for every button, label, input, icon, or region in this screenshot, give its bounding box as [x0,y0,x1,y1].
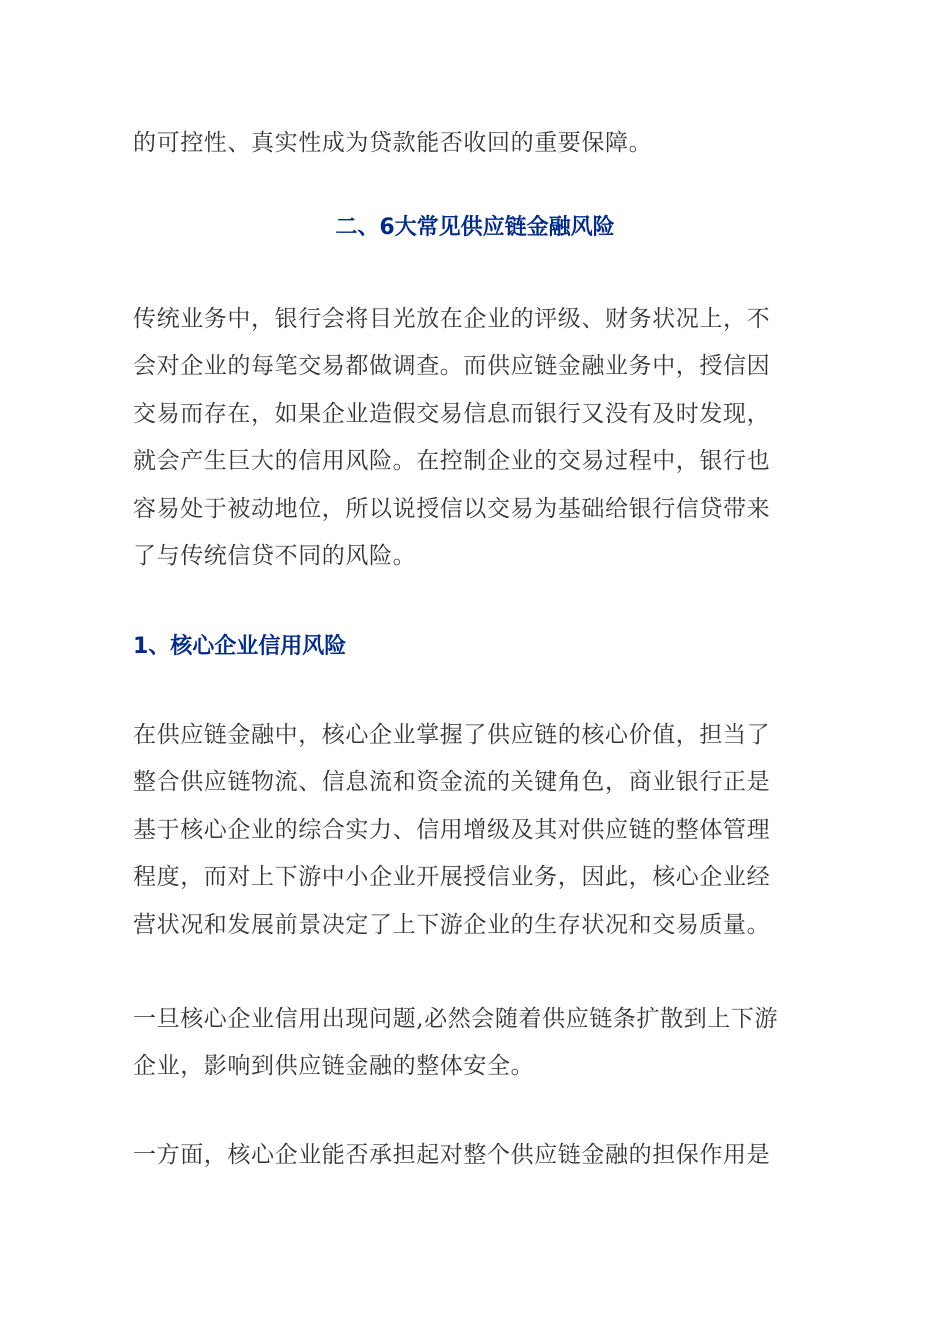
paragraph-line: 企业，影响到供应链金融的整体安全。 [133,1053,535,1079]
paragraph-line: 一旦核心企业信用出现问题,必然会随着供应链条扩散到上下游 [133,1006,779,1032]
paragraph-line: 传统业务中，银行会将目光放在企业的评级、财务状况上，不 [133,306,771,332]
paragraph-line: 在供应链金融中，核心企业掌握了供应链的核心价值，担当了 [133,722,771,748]
paragraph-line: 会对企业的每笔交易都做调查。而供应链金融业务中，授信因 [133,353,771,379]
paragraph-line: 了与传统信贷不同的风险。 [133,543,417,569]
paragraph-line: 程度，而对上下游中小企业开展授信业务，因此，核心企业经 [133,864,771,890]
paragraph-line: 营状况和发展前景决定了上下游企业的生存状况和交易质量。 [133,912,771,938]
paragraph-line: 就会产生巨大的信用风险。在控制企业的交易过程中，银行也 [133,448,771,474]
paragraph-line: 容易处于被动地位，所以说授信以交易为基础给银行信贷带来 [133,496,771,522]
subheading-core-enterprise-credit-risk: 1、核心企业信用风险 [133,634,347,659]
paragraph-line: 整合供应链物流、信息流和资金流的关键角色，商业银行正是 [133,769,771,795]
paragraph-line: 基于核心企业的综合实力、信用增级及其对供应链的整体管理 [133,817,771,843]
paragraph-line: 一方面，核心企业能否承担起对整个供应链金融的担保作用是 [133,1142,771,1168]
section-heading: 二、6大常见供应链金融风险 [335,215,615,240]
intro-tail-text: 的可控性、真实性成为贷款能否收回的重要保障。 [133,130,653,156]
paragraph-line: 交易而存在，如果企业造假交易信息而银行又没有及时发现， [133,401,771,427]
